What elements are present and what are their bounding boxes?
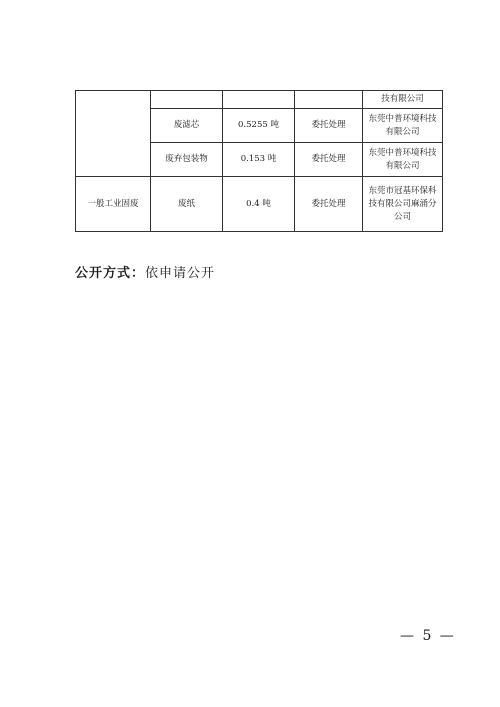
company-cell: 技有限公司: [363, 91, 443, 109]
waste-name-cell: 废弃包装物: [151, 143, 223, 177]
company-cell: 东莞中普环境科技有限公司: [363, 143, 443, 177]
table-row: [76, 177, 443, 232]
disclosure-value: 依申请公开: [145, 266, 216, 281]
company-cell: 东莞中普环境科技有限公司: [363, 109, 443, 143]
company-cell: 东莞市冠基环保科技有限公司麻涌分公司: [363, 177, 443, 232]
page-number: — 5 —: [400, 628, 456, 644]
category-cell: [76, 91, 151, 177]
amount-cell: [223, 91, 295, 109]
category-cell: 一般工业固废: [76, 177, 151, 232]
method-cell: 委托处理: [295, 109, 363, 143]
amount-cell: 0.153 吨: [223, 143, 295, 177]
table-row: [76, 91, 443, 109]
method-cell: 委托处理: [295, 177, 363, 232]
amount-cell: 0.4 吨: [223, 177, 295, 232]
waste-disposal-table: [75, 90, 443, 232]
waste-name-cell: 废纸: [151, 177, 223, 232]
method-cell: [295, 91, 363, 109]
amount-cell: 0.5255 吨: [223, 109, 295, 143]
method-cell: 委托处理: [295, 143, 363, 177]
disclosure-label: 公开方式：: [75, 266, 146, 281]
waste-name-cell: [151, 91, 223, 109]
waste-name-cell: 废滤芯: [151, 109, 223, 143]
disclosure-mode: [75, 262, 215, 281]
